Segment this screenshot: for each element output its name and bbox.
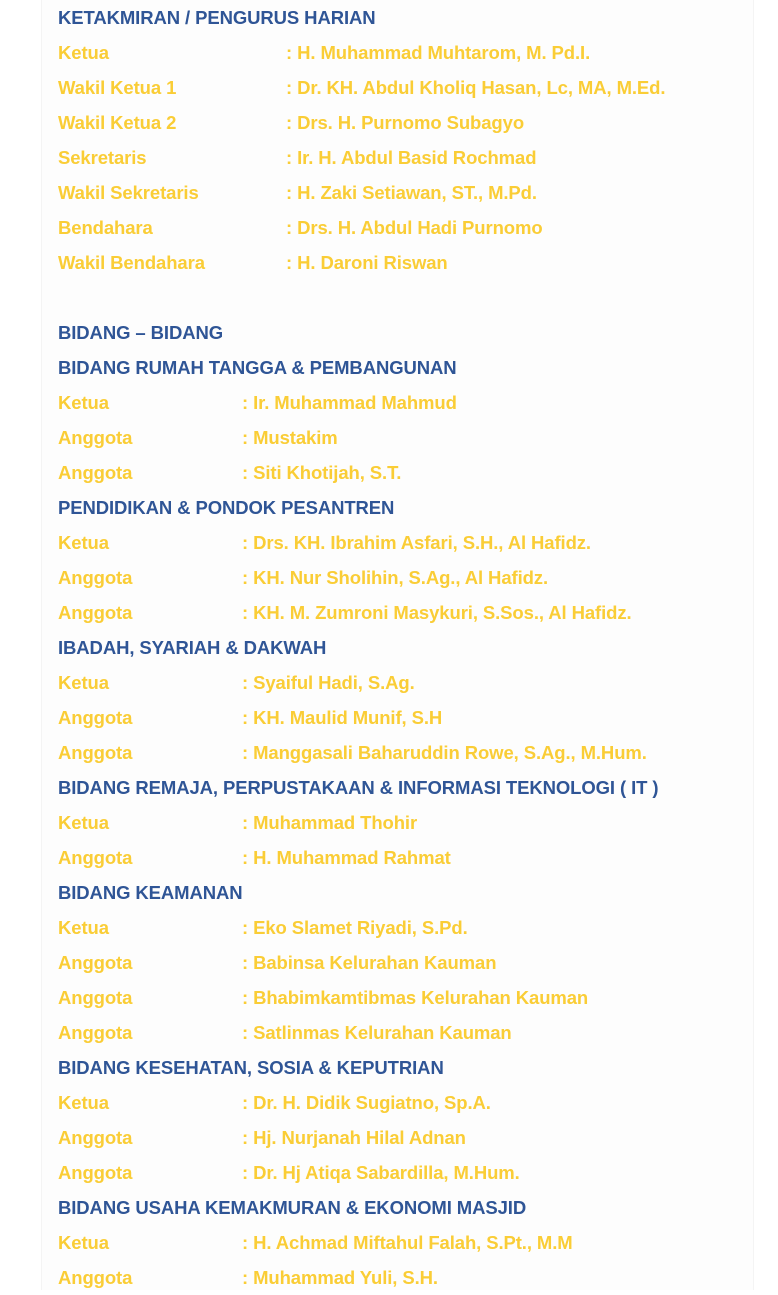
bidang-section-heading: BIDANG RUMAH TANGGA & PEMBANGUNAN bbox=[58, 357, 457, 378]
entry-row bbox=[42, 665, 753, 700]
entry-row bbox=[42, 1225, 753, 1260]
entry-value: : KH. M. Zumroni Masykuri, S.Sos., Al Hafidz. bbox=[242, 602, 632, 623]
entry-row bbox=[42, 595, 753, 630]
bidang-section bbox=[42, 875, 753, 1050]
entry-row bbox=[42, 385, 753, 420]
entry-label: Anggota bbox=[58, 1022, 133, 1043]
section-bidang-bidang bbox=[42, 315, 753, 1295]
entry-value: : Siti Khotijah, S.T. bbox=[242, 462, 402, 483]
entry-label: Wakil Sekretaris bbox=[58, 182, 199, 203]
entry-label: Anggota bbox=[58, 1162, 133, 1183]
bidang-section-heading: BIDANG KESEHATAN, SOSIA & KEPUTRIAN bbox=[58, 1057, 444, 1078]
section-pengurus-harian bbox=[42, 0, 753, 280]
entry-value: : Drs. KH. Ibrahim Asfari, S.H., Al Hafidz. bbox=[242, 532, 591, 553]
entry-row bbox=[42, 1120, 753, 1155]
entry-row bbox=[42, 1015, 753, 1050]
bidang-section-heading: BIDANG KEAMANAN bbox=[58, 882, 243, 903]
entry-label: Anggota bbox=[58, 462, 133, 483]
entry-label: Anggota bbox=[58, 1127, 133, 1148]
entry-value: : Dr. Hj Atiqa Sabardilla, M.Hum. bbox=[242, 1162, 520, 1183]
entry-row bbox=[42, 1155, 753, 1190]
entry-row bbox=[42, 840, 753, 875]
section-heading-pengurus-harian: KETAKMIRAN / PENGURUS HARIAN bbox=[58, 7, 376, 28]
entry-value: : H. Achmad Miftahul Falah, S.Pt., M.M bbox=[242, 1232, 573, 1253]
bidang-section bbox=[42, 770, 753, 875]
entry-value: : Eko Slamet Riyadi, S.Pd. bbox=[242, 917, 468, 938]
entry-value: : Dr. H. Didik Sugiatno, Sp.A. bbox=[242, 1092, 491, 1113]
entry-label: Ketua bbox=[58, 532, 109, 553]
entry-row bbox=[42, 805, 753, 840]
entry-value: : KH. Nur Sholihin, S.Ag., Al Hafidz. bbox=[242, 567, 548, 588]
entry-value: : Babinsa Kelurahan Kauman bbox=[242, 952, 497, 973]
entry-row bbox=[42, 140, 753, 175]
entry-label: Ketua bbox=[58, 1232, 109, 1253]
entry-row bbox=[42, 525, 753, 560]
bidang-section-heading: BIDANG USAHA KEMAKMURAN & EKONOMI MASJID bbox=[58, 1197, 527, 1218]
entry-value: : Hj. Nurjanah Hilal Adnan bbox=[242, 1127, 466, 1148]
entry-row bbox=[42, 700, 753, 735]
entry-row bbox=[42, 980, 753, 1015]
entry-label: Ketua bbox=[58, 812, 109, 833]
entry-value: : Drs. H. Purnomo Subagyo bbox=[286, 112, 525, 133]
entry-row bbox=[42, 70, 753, 105]
entry-label: Anggota bbox=[58, 1267, 133, 1288]
entry-value: : Satlinmas Kelurahan Kauman bbox=[242, 1022, 512, 1043]
entry-row bbox=[42, 245, 753, 280]
entry-label: Ketua bbox=[58, 672, 109, 693]
bidang-section bbox=[42, 1050, 753, 1190]
entry-value: : Mustakim bbox=[242, 427, 338, 448]
entry-value: : Dr. KH. Abdul Kholiq Hasan, Lc, MA, M.Ed. bbox=[286, 77, 666, 98]
entry-row bbox=[42, 210, 753, 245]
entry-row bbox=[42, 35, 753, 70]
entry-row bbox=[42, 420, 753, 455]
entry-value: : Ir. Muhammad Mahmud bbox=[242, 392, 457, 413]
entry-value: : H. Muhammad Rahmat bbox=[242, 847, 451, 868]
entry-value: : KH. Maulid Munif, S.H bbox=[242, 707, 443, 728]
entry-row bbox=[42, 560, 753, 595]
bidang-section-heading: IBADAH, SYARIAH & DAKWAH bbox=[58, 637, 327, 658]
entry-value: : Bhabimkamtibmas Kelurahan Kauman bbox=[242, 987, 589, 1008]
entry-label: Ketua bbox=[58, 1092, 109, 1113]
entry-label: Ketua bbox=[58, 392, 109, 413]
entry-row bbox=[42, 945, 753, 980]
entry-row bbox=[42, 1085, 753, 1120]
entry-label: Anggota bbox=[58, 952, 133, 973]
entry-value: : Drs. H. Abdul Hadi Purnomo bbox=[286, 217, 543, 238]
entry-label: Wakil Ketua 2 bbox=[58, 112, 177, 133]
pengurus-harian-rows bbox=[42, 35, 753, 280]
entry-label: Anggota bbox=[58, 987, 133, 1008]
section-spacer bbox=[42, 280, 753, 315]
entry-label: Wakil Bendahara bbox=[58, 252, 205, 273]
entry-label: Wakil Ketua 1 bbox=[58, 77, 177, 98]
bidang-section bbox=[42, 630, 753, 770]
entry-label: Anggota bbox=[58, 427, 133, 448]
entry-label: Ketua bbox=[58, 42, 109, 63]
entry-label: Sekretaris bbox=[58, 147, 147, 168]
bidang-sections-container bbox=[42, 350, 753, 1295]
bidang-section bbox=[42, 350, 753, 490]
entry-label: Bendahara bbox=[58, 217, 153, 238]
bidang-section-heading: PENDIDIKAN & PONDOK PESANTREN bbox=[58, 497, 395, 518]
entry-label: Ketua bbox=[58, 917, 109, 938]
entry-value: : H. Muhammad Muhtarom, M. Pd.I. bbox=[286, 42, 591, 63]
entry-row bbox=[42, 105, 753, 140]
entry-value: : H. Daroni Riswan bbox=[286, 252, 448, 273]
section-heading-bidang-bidang: BIDANG – BIDANG bbox=[58, 322, 224, 343]
entry-label: Anggota bbox=[58, 707, 133, 728]
bidang-section bbox=[42, 490, 753, 630]
bidang-section bbox=[42, 1190, 753, 1295]
entry-label: Anggota bbox=[58, 602, 133, 623]
entry-row bbox=[42, 455, 753, 490]
entry-value: : Muhammad Yuli, S.H. bbox=[242, 1267, 438, 1288]
document-content bbox=[42, 0, 753, 1290]
entry-label: Anggota bbox=[58, 742, 133, 763]
entry-value: : H. Zaki Setiawan, ST., M.Pd. bbox=[286, 182, 537, 203]
entry-value: : Ir. H. Abdul Basid Rochmad bbox=[286, 147, 537, 168]
bidang-section-heading: BIDANG REMAJA, PERPUSTAKAAN & INFORMASI TEKNOLOGI ( IT ) bbox=[58, 777, 659, 798]
entry-row bbox=[42, 910, 753, 945]
entry-row bbox=[42, 175, 753, 210]
entry-value: : Manggasali Baharuddin Rowe, S.Ag., M.Hum. bbox=[242, 742, 647, 763]
entry-label: Anggota bbox=[58, 567, 133, 588]
entry-row bbox=[42, 735, 753, 770]
entry-value: : Muhammad Thohir bbox=[242, 812, 418, 833]
entry-label: Anggota bbox=[58, 847, 133, 868]
entry-value: : Syaiful Hadi, S.Ag. bbox=[242, 672, 415, 693]
